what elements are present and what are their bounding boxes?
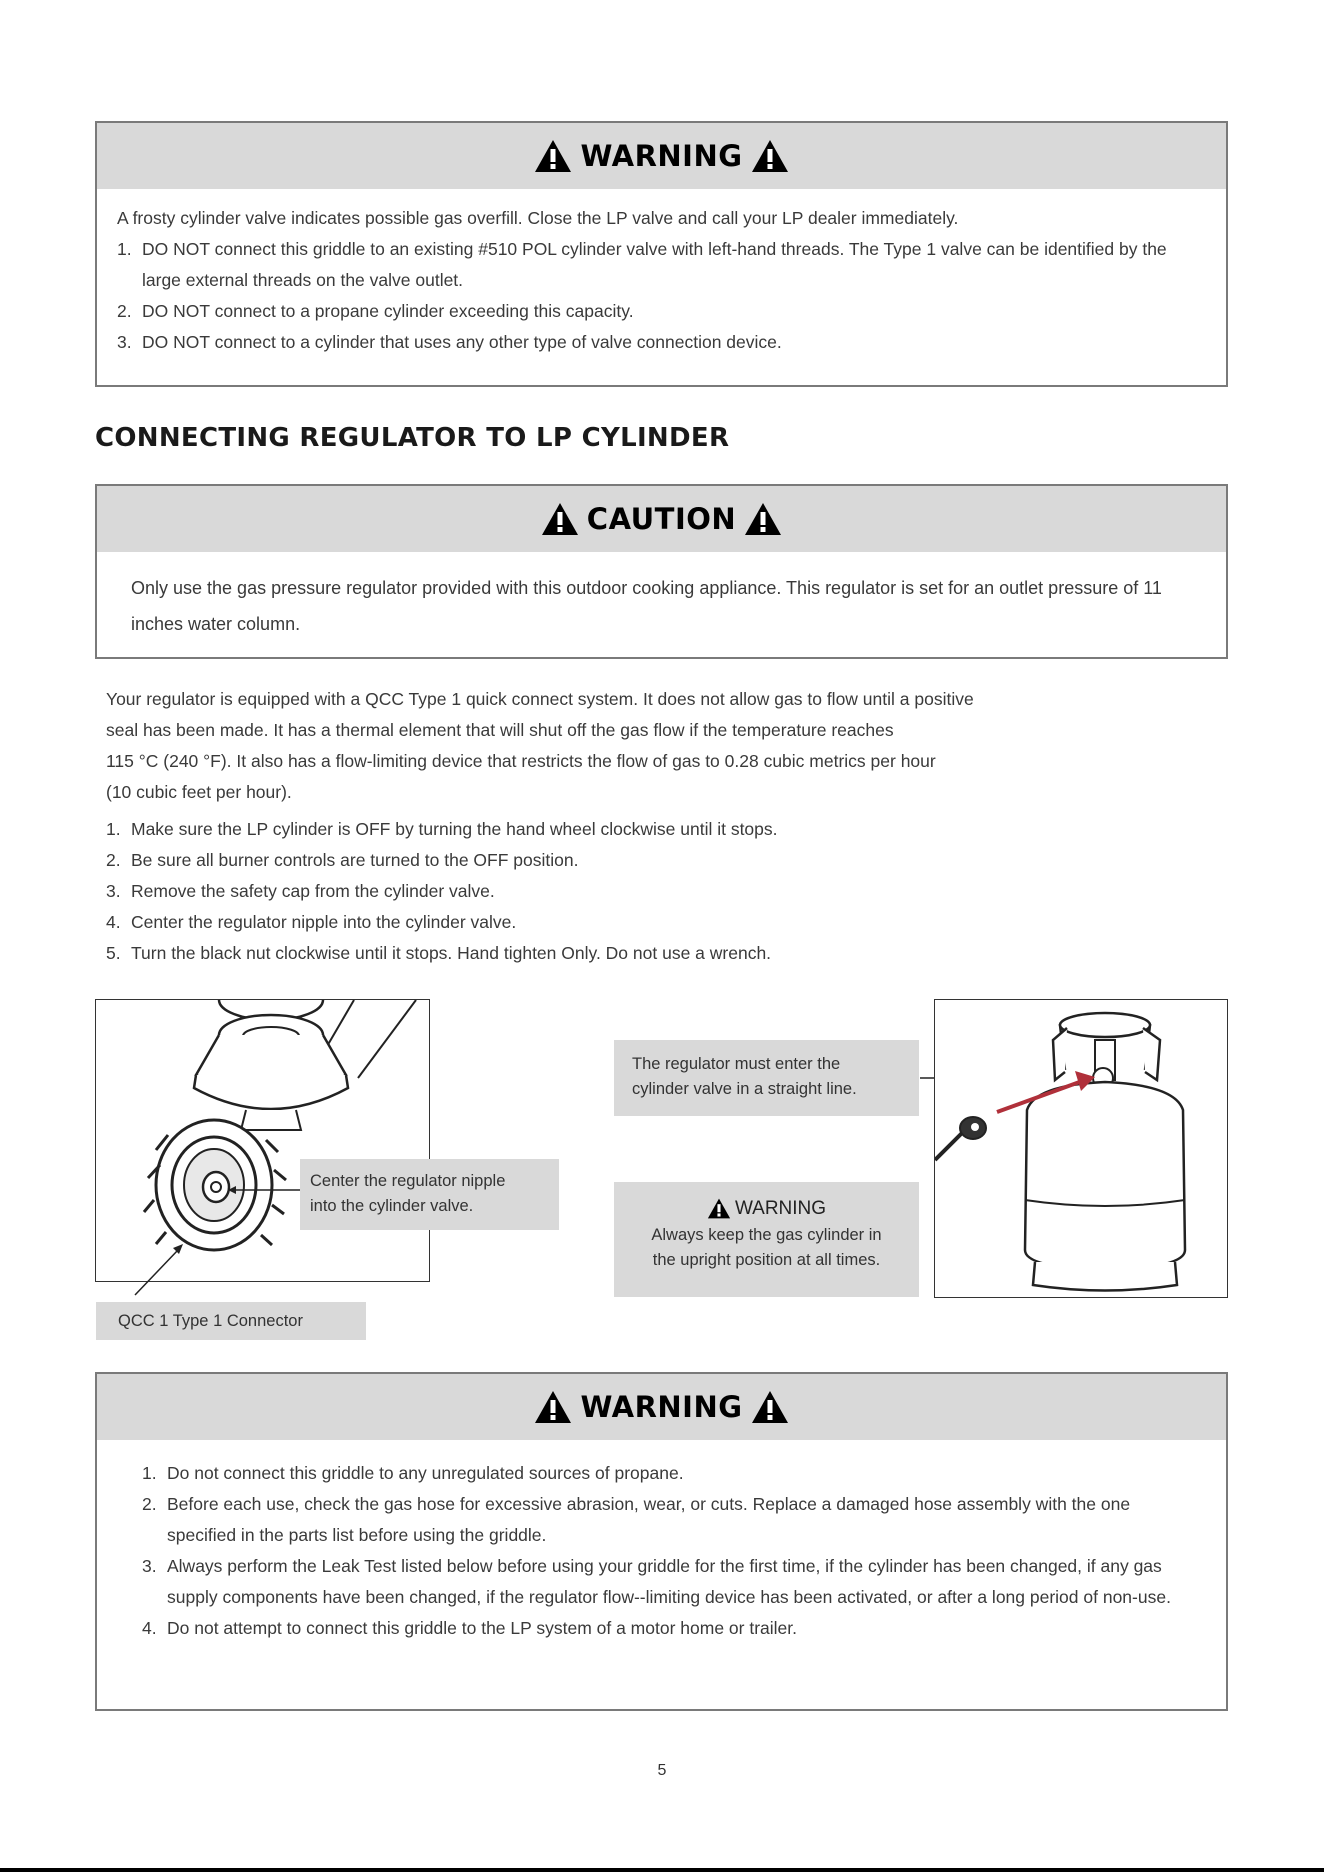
- list-item: 5. Turn the black nut clockwise until it stops. Hand tighten Only. Do not use a wrench.: [106, 943, 772, 963]
- warning-triangle-icon: [707, 1198, 731, 1219]
- warning-header: [97, 123, 1226, 189]
- connector-label: QCC 1 Type 1 Connector: [96, 1302, 366, 1340]
- list-item: 2. Be sure all burner controls are turned to the OFF position.: [106, 850, 579, 870]
- caution-title: CAUTION: [586, 502, 737, 536]
- page-number: 5: [657, 1762, 667, 1779]
- small-warning-title: WARNING: [734, 1198, 827, 1219]
- warning-title: WARNING: [580, 1390, 743, 1424]
- list-item: 3. Always perform the Leak Test listed below before using your griddle for the first time, if the cylinder has been changed, if any gas supply components have been changed, if the regulator flow--limiting device has been activated, or after a long period of non-use.: [142, 1556, 1171, 1607]
- connector-pointer: [130, 1240, 190, 1300]
- list-item: 1. Make sure the LP cylinder is OFF by turning the hand wheel clockwise until it stops.: [106, 819, 778, 839]
- caution-text: Only use the gas pressure regulator provided with this outdoor cooking appliance. This regulator is set for an outlet pressure of 11 inches water column.: [131, 578, 1162, 634]
- warning-triangle-icon: [534, 139, 572, 173]
- paragraph-line: 115 °C (240 °F). It also has a flow-limiting device that restricts the flow of gas to 0.28 cubic metrics per hour: [106, 751, 936, 771]
- warning-triangle-icon: [534, 1390, 572, 1424]
- warning-intro: A frosty cylinder valve indicates possible gas overfill. Close the LP valve and call your LP dealer immediately.: [117, 208, 959, 228]
- warning-box-top: [95, 121, 1228, 387]
- body-text: [106, 684, 1226, 969]
- list-item: 4. Do not attempt to connect this griddle to the LP system of a motor home or trailer.: [142, 1618, 797, 1638]
- propane-cylinder-illustration: [935, 1000, 1228, 1298]
- paragraph-line: (10 cubic feet per hour).: [106, 782, 292, 802]
- paragraph-line: seal has been made. It has a thermal element that will shut off the gas flow if the temperature reaches: [106, 720, 894, 740]
- warning-box-bottom: [95, 1372, 1228, 1711]
- warning-content: [97, 189, 1226, 358]
- warning-list: [142, 1458, 1186, 1644]
- paragraph-line: Your regulator is equipped with a QCC Type 1 quick connect system. It does not allow gas to flow until a positive: [106, 689, 974, 709]
- caution-content: [97, 552, 1226, 642]
- caution-box: [95, 484, 1228, 659]
- steps-list: [106, 814, 1226, 969]
- list-item: 4. Center the regulator nipple into the cylinder valve.: [106, 912, 517, 932]
- small-warning-header: [624, 1196, 909, 1221]
- page-bottom-rule: [0, 1868, 1324, 1872]
- list-item: 2. Before each use, check the gas hose for excessive abrasion, wear, or cuts. Replace a damaged hose assembly with the one specified in the parts list before using the griddle.: [142, 1494, 1131, 1545]
- list-item: 3. DO NOT connect to a cylinder that uses any other type of valve connection device.: [117, 332, 782, 352]
- caution-header: [97, 486, 1226, 552]
- straight-line-callout: The regulator must enter the cylinder valve in a straight line.: [614, 1040, 919, 1116]
- warning-list: [117, 234, 1208, 358]
- section-title: CONNECTING REGULATOR TO LP CYLINDER: [95, 423, 730, 453]
- list-item: 1. DO NOT connect this griddle to an existing #510 POL cylinder valve with left-hand threads. The Type 1 valve can be identified by the large external threads on the valve outlet.: [117, 239, 1167, 290]
- cylinder-figure: [934, 999, 1228, 1298]
- upright-warning-callout: WARNING Always keep the gas cylinder in the upright position at all times.: [614, 1182, 919, 1297]
- list-item: 1. Do not connect this griddle to any unregulated sources of propane.: [142, 1463, 684, 1483]
- warning-triangle-icon: [751, 139, 789, 173]
- warning-title: WARNING: [580, 139, 743, 173]
- warning-content: [97, 1440, 1226, 1644]
- list-item: 3. Remove the safety cap from the cylinder valve.: [106, 881, 495, 901]
- warning-triangle-icon: [541, 502, 579, 536]
- warning-triangle-icon: [751, 1390, 789, 1424]
- list-item: 2. DO NOT connect to a propane cylinder exceeding this capacity.: [117, 301, 634, 321]
- warning-header: [97, 1374, 1226, 1440]
- center-nipple-callout: Center the regulator nipple into the cylinder valve.: [300, 1159, 559, 1230]
- warning-triangle-icon: [744, 502, 782, 536]
